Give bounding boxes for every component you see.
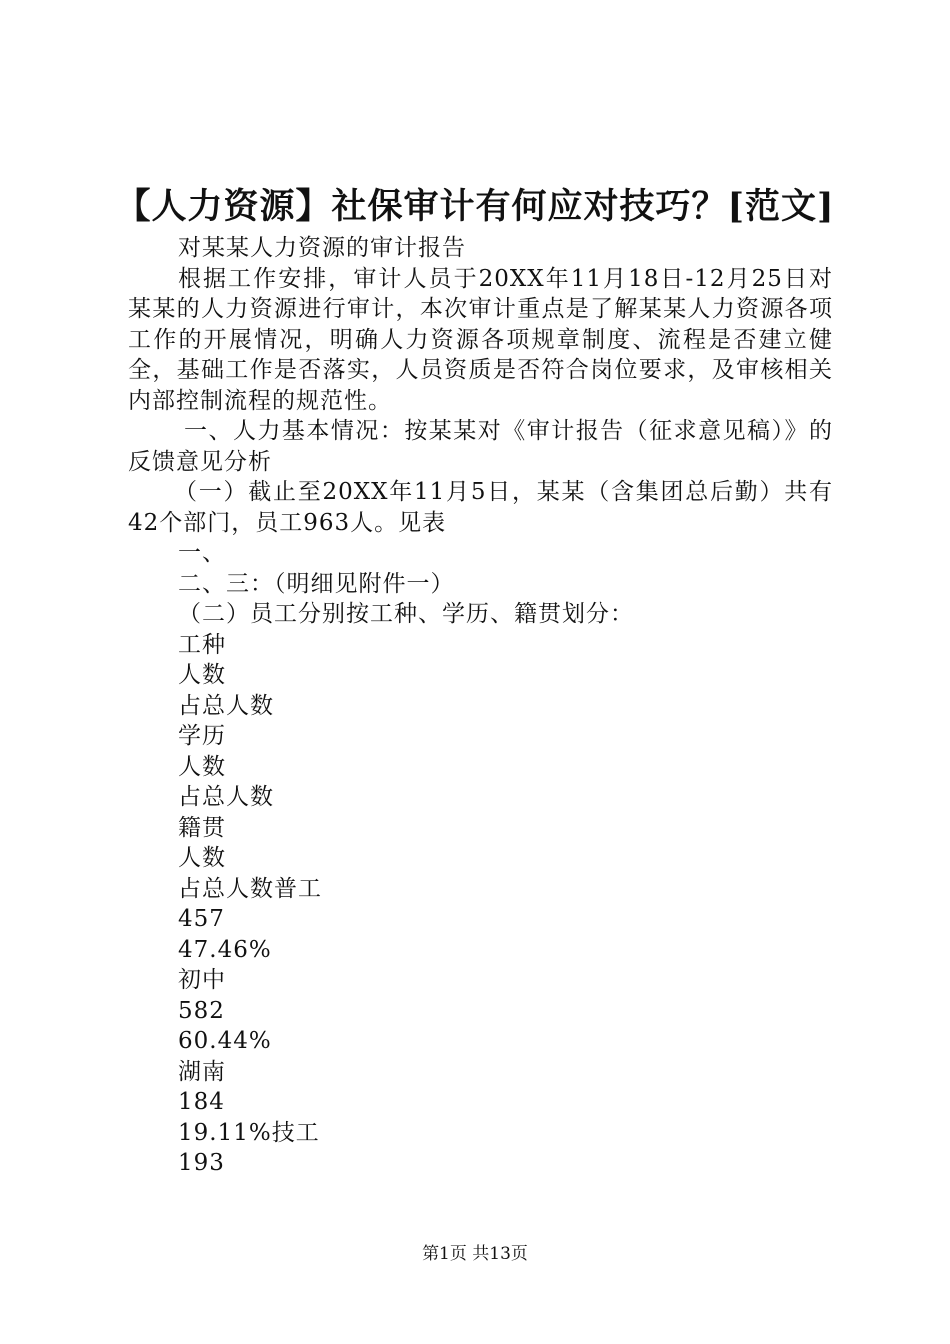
- table-cell-text: 湖南: [178, 1058, 226, 1085]
- table-cell-text: 19.11%技工: [178, 1119, 320, 1146]
- section-one-paragraph: （一）截止至20XX年11月5日，某某（含集团总后勤）共有42个部门，员工963人。见表: [128, 479, 833, 536]
- table-cell-text: 初中: [178, 967, 226, 993]
- table-cell-text: 582: [178, 997, 225, 1024]
- table-cell-text: 占总人数普工: [178, 875, 322, 902]
- table-cell-text: 47.46%: [178, 936, 272, 963]
- table-cell-text: 占总人数: [178, 692, 274, 719]
- document-title: 【人力资源】社保审计有何应对技巧？[范文]: [115, 186, 835, 227]
- body-line-list: [128, 538, 833, 1179]
- document-body: [128, 233, 833, 1179]
- section-one-heading: 一、人力基本情况：按某某对《审计报告（征求意见稿）》的反馈意见分析: [128, 418, 833, 475]
- table-cell-text: 184: [178, 1089, 225, 1115]
- table-cell-text: 占总人数: [178, 784, 274, 810]
- table-cell-text: 457: [178, 906, 225, 932]
- table-cell-text: 人数: [178, 662, 226, 688]
- table-cell-text: 193: [178, 1150, 225, 1176]
- table-cell-text: 人数: [178, 753, 226, 780]
- report-subtitle: 对某某人力资源的审计报告: [178, 235, 466, 261]
- body-line: 一、: [178, 540, 226, 566]
- table-cell-text: 籍贯: [178, 814, 226, 841]
- body-line: 二、三：（明细见附件一）: [178, 570, 455, 597]
- table-cell-text: 学历: [178, 723, 226, 749]
- table-cell-text: 60.44%: [178, 1028, 272, 1054]
- body-line: （二）员工分别按工种、学历、籍贯划分：: [178, 601, 634, 627]
- intro-paragraph: 根据工作安排，审计人员于20XX年11月18日-12月25日对某某的人力资源进行审计，本次审计重点是了解某某人力资源各项工作的开展情况，明确人力资源各项规章制度、流程是否建立健全，基础工作是否落实，人员资质是否符合岗位要求，及审核相关内部控制流程的规范性。: [128, 265, 833, 414]
- table-cell-text: 人数: [178, 845, 226, 871]
- page-number-footer: 第1页 共13页: [422, 1244, 528, 1264]
- table-cell-text: 工种: [178, 631, 226, 658]
